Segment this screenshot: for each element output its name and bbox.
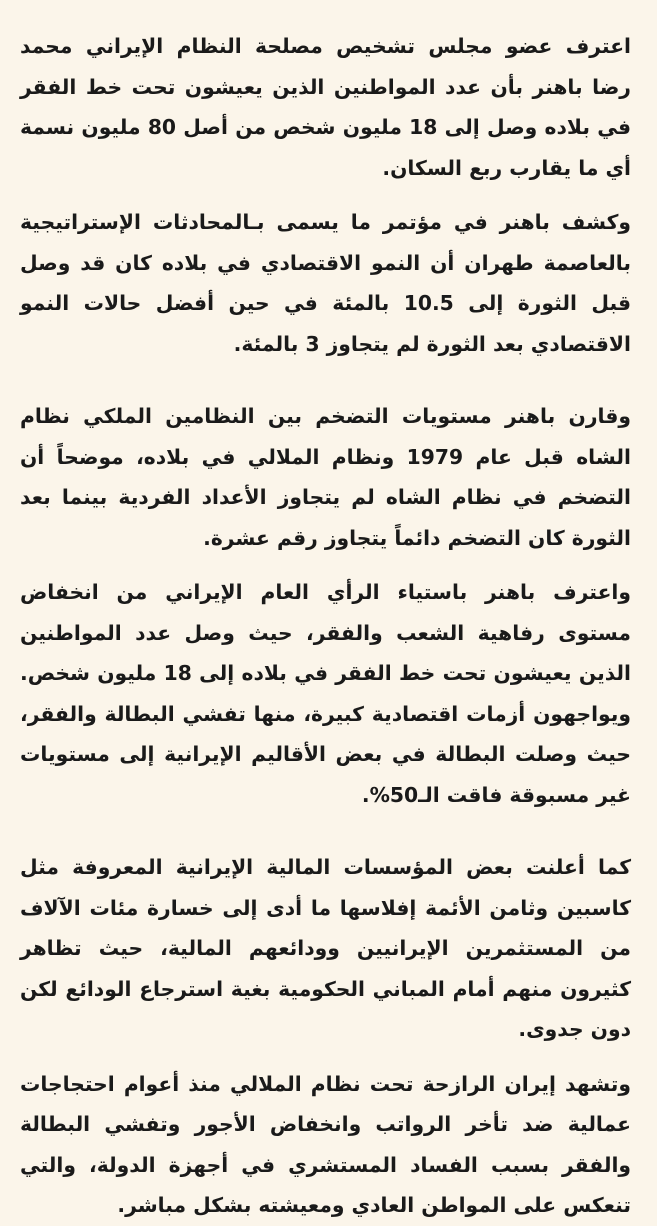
paragraph: وقارن باهنر مستويات التضخم بين النظامين الملكي نظام الشاه قبل عام 1979 ونظام الملالي في بلاده، موضحاً أن التضخم في نظام الشاه لم يتجاوز الأعداد الفردية بينما بعد الثورة كان التضخم دائماً يتجاوز رقم عشرة. (20, 404, 631, 550)
paragraph: واعترف باهنر باستياء الرأي العام الإيراني من انخفاض مستوى رفاهية الشعب والفقر، حيث وصل عدد المواطنين الذين يعيشون تحت خط الفقر في بلاده إلى 18 مليون شخص. ويواجهون أزمات اقتصادية كبيرة، منها تفشي البطالة والفقر، حيث وصلت البطالة في بعض الأقاليم الإيرانية إلى مستويات غير مسبوقة فاقت الـ50%. (20, 580, 631, 807)
paragraph: كما أعلنت بعض المؤسسات المالية الإيرانية المعروفة مثل كاسبين وثامن الأئمة إفلاسها ما أدى إلى خسارة مئات الآلاف من المستثمرين الإيرانيين وودائعهم المالية، حيث تظاهر كثيرون منهم أمام المباني الحكومية بغية استرجاع الودائع لكن دون جدوى. (20, 855, 631, 1041)
paragraph: وتشهد إيران الرازحة تحت نظام الملالي منذ أعوام احتجاجات عمالية ضد تأخر الرواتب وانخفاض الأجور وتفشي البطالة والفقر بسبب الفساد المستشري في أجهزة الدولة، والتي تنعكس على المواطن العادي ومعيشته بشكل مباشر. (20, 1071, 631, 1217)
paragraph: اعترف عضو مجلس تشخيص مصلحة النظام الإيراني محمد رضا باهنر بأن عدد المواطنين الذين يعيشون تحت خط الفقر في بلاده وصل إلى 18 مليون شخص من أصل 80 مليون نسمة أي ما يقارب ربع السكان. (20, 34, 631, 180)
paragraph: وكشف باهنر في مؤتمر ما يسمى بـالمحادثات الإستراتيجية بالعاصمة طهران أن النمو الاقتصادي في بلاده كان قد وصل قبل الثورة إلى 10.5 بالمئة في حين أفضل حالات النمو الاقتصادي بعد الثورة لم يتجاوز 3 بالمئة. (20, 210, 631, 356)
